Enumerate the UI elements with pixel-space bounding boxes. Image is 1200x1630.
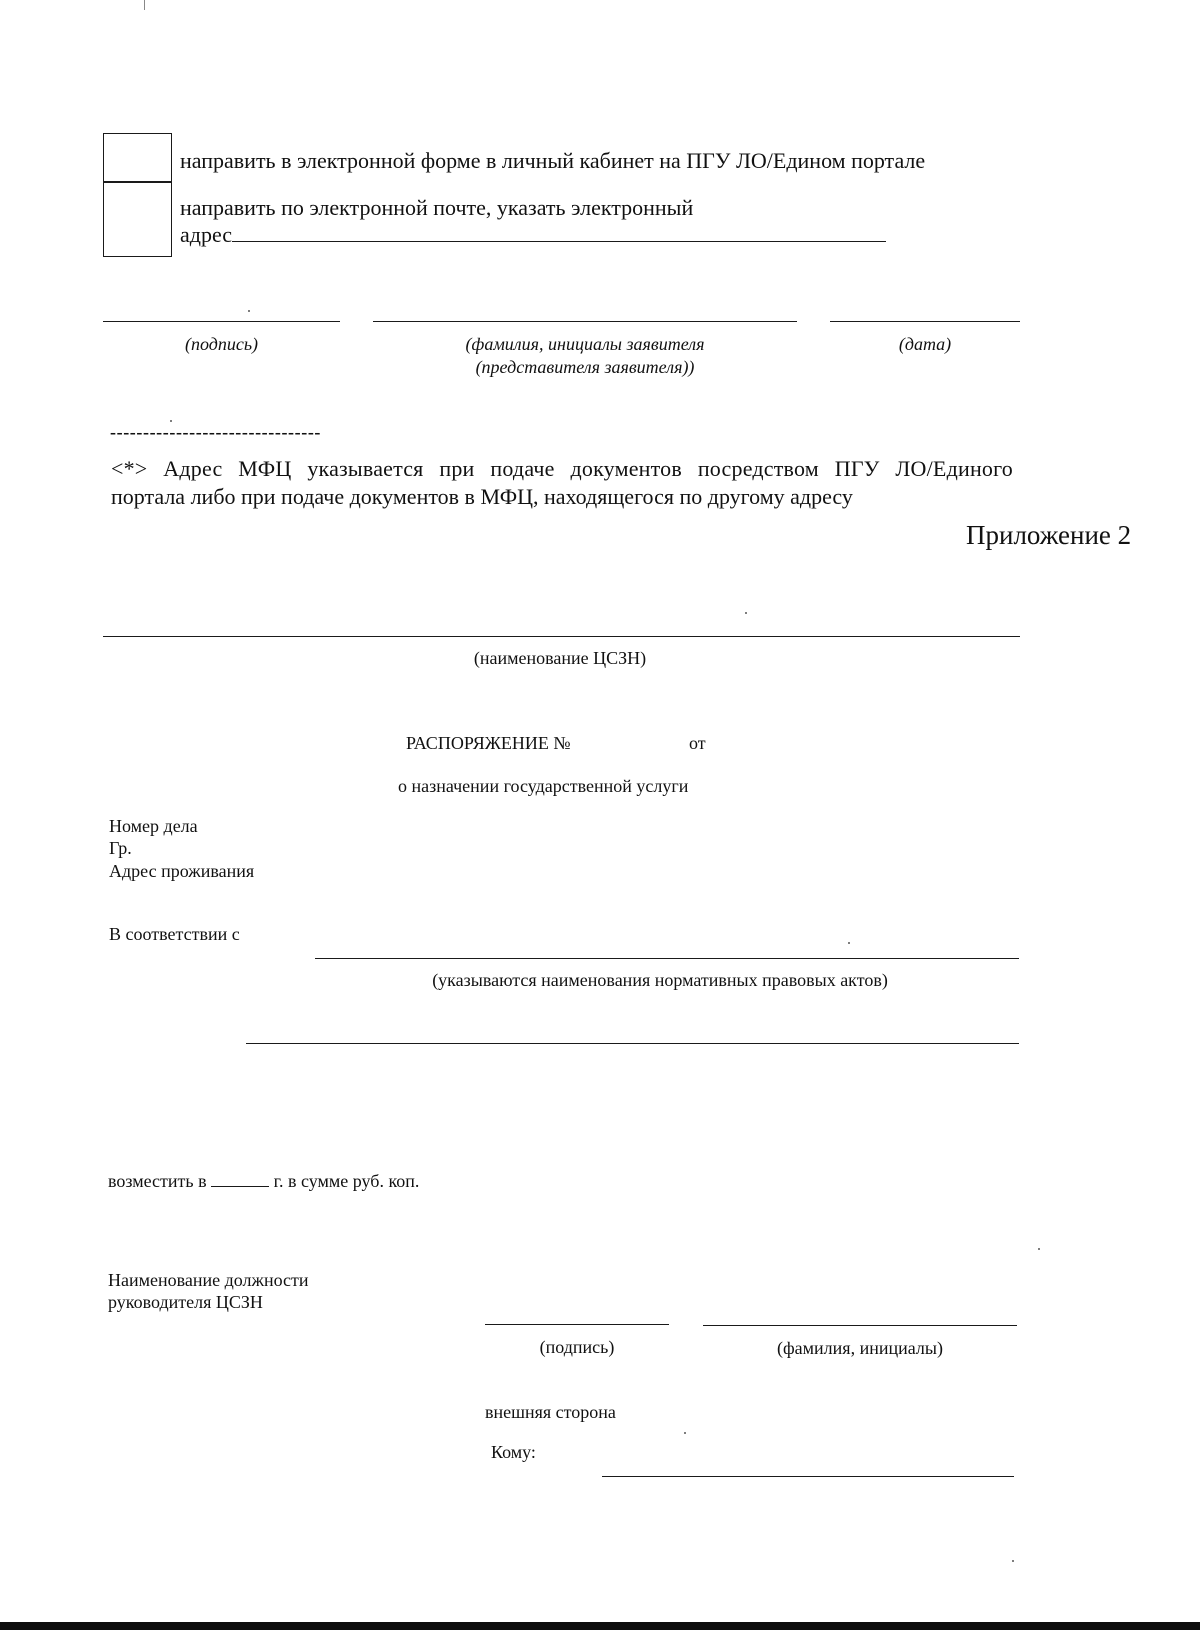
order-title-from: от: [689, 733, 706, 753]
reimburse-year-field[interactable]: [211, 1172, 269, 1187]
citizen-label: Гр.: [109, 838, 132, 858]
date-caption: (дата): [898, 334, 952, 354]
scan-bottom-edge: [0, 1622, 1200, 1630]
electronic-cabinet-checkbox[interactable]: [103, 133, 172, 183]
electronic-cabinet-option-label: направить в электронной форме в личный кабинет на ПГУ ЛО/Едином портале: [180, 148, 926, 173]
position-line1: Наименование должности: [108, 1270, 309, 1290]
email-address-prefix: адрес: [180, 222, 233, 247]
head-signature-caption: (подпись): [539, 1337, 615, 1357]
email-address-label: [180, 222, 886, 248]
email-checkbox[interactable]: [103, 181, 172, 257]
scan-speck: [745, 612, 747, 614]
scan-speck: [1012, 1560, 1014, 1562]
position-line2: руководителя ЦСЗН: [108, 1292, 263, 1312]
reimburse-prefix: возместить в: [108, 1171, 207, 1191]
org-name-line[interactable]: [103, 636, 1020, 637]
recipient-line[interactable]: [602, 1476, 1014, 1477]
applicant-name-line[interactable]: [373, 321, 797, 322]
address-label: Адрес проживания: [109, 861, 255, 881]
scan-speck: [848, 942, 850, 944]
scan-speck: [684, 1432, 686, 1434]
outer-side-label: внешняя сторона: [485, 1402, 616, 1422]
scan-speck: [1038, 1248, 1040, 1250]
org-name-caption: (наименование ЦСЗН): [473, 648, 647, 668]
applicant-name-caption-line2: (представителя заявителя)): [475, 357, 695, 377]
scan-speck: [248, 310, 250, 312]
order-title: РАСПОРЯЖЕНИЕ №: [406, 733, 571, 753]
legal-acts-caption: (указываются наименования нормативных правовых актов): [432, 970, 888, 990]
legal-acts-line-2[interactable]: [246, 1043, 1019, 1044]
email-address-field[interactable]: [232, 223, 886, 242]
legal-acts-line[interactable]: [315, 958, 1019, 959]
email-option-label: направить по электронной почте, указать электронный: [180, 195, 694, 220]
according-to-label: В соответствии с: [109, 924, 240, 944]
signature-line[interactable]: [103, 321, 340, 322]
reimburse-suffix: г. в сумме руб. коп.: [273, 1171, 420, 1191]
applicant-name-caption-line1: (фамилия, инициалы заявителя: [465, 334, 705, 354]
footnote-separator: --------------------------------: [110, 422, 322, 442]
head-name-line[interactable]: [703, 1325, 1017, 1326]
head-signature-line[interactable]: [485, 1324, 669, 1325]
footnote-line1: <*> Адрес МФЦ указывается при подаче документов посредством ПГУ ЛО/Единого: [111, 456, 1013, 481]
order-subtitle: о назначении государственной услуги: [398, 776, 689, 796]
scan-speck: [170, 420, 172, 422]
footnote-line2: портала либо при подаче документов в МФЦ, находящегося по другому адресу: [111, 484, 853, 509]
signature-caption: (подпись): [184, 334, 259, 354]
appendix-label: Приложение 2: [966, 520, 1132, 550]
scan-mark: [144, 0, 145, 10]
to-label: Кому:: [491, 1442, 536, 1462]
head-name-caption: (фамилия, инициалы): [777, 1338, 943, 1358]
reimburse-text: [108, 1171, 419, 1192]
case-number-label: Номер дела: [109, 816, 198, 836]
date-line[interactable]: [830, 321, 1020, 322]
